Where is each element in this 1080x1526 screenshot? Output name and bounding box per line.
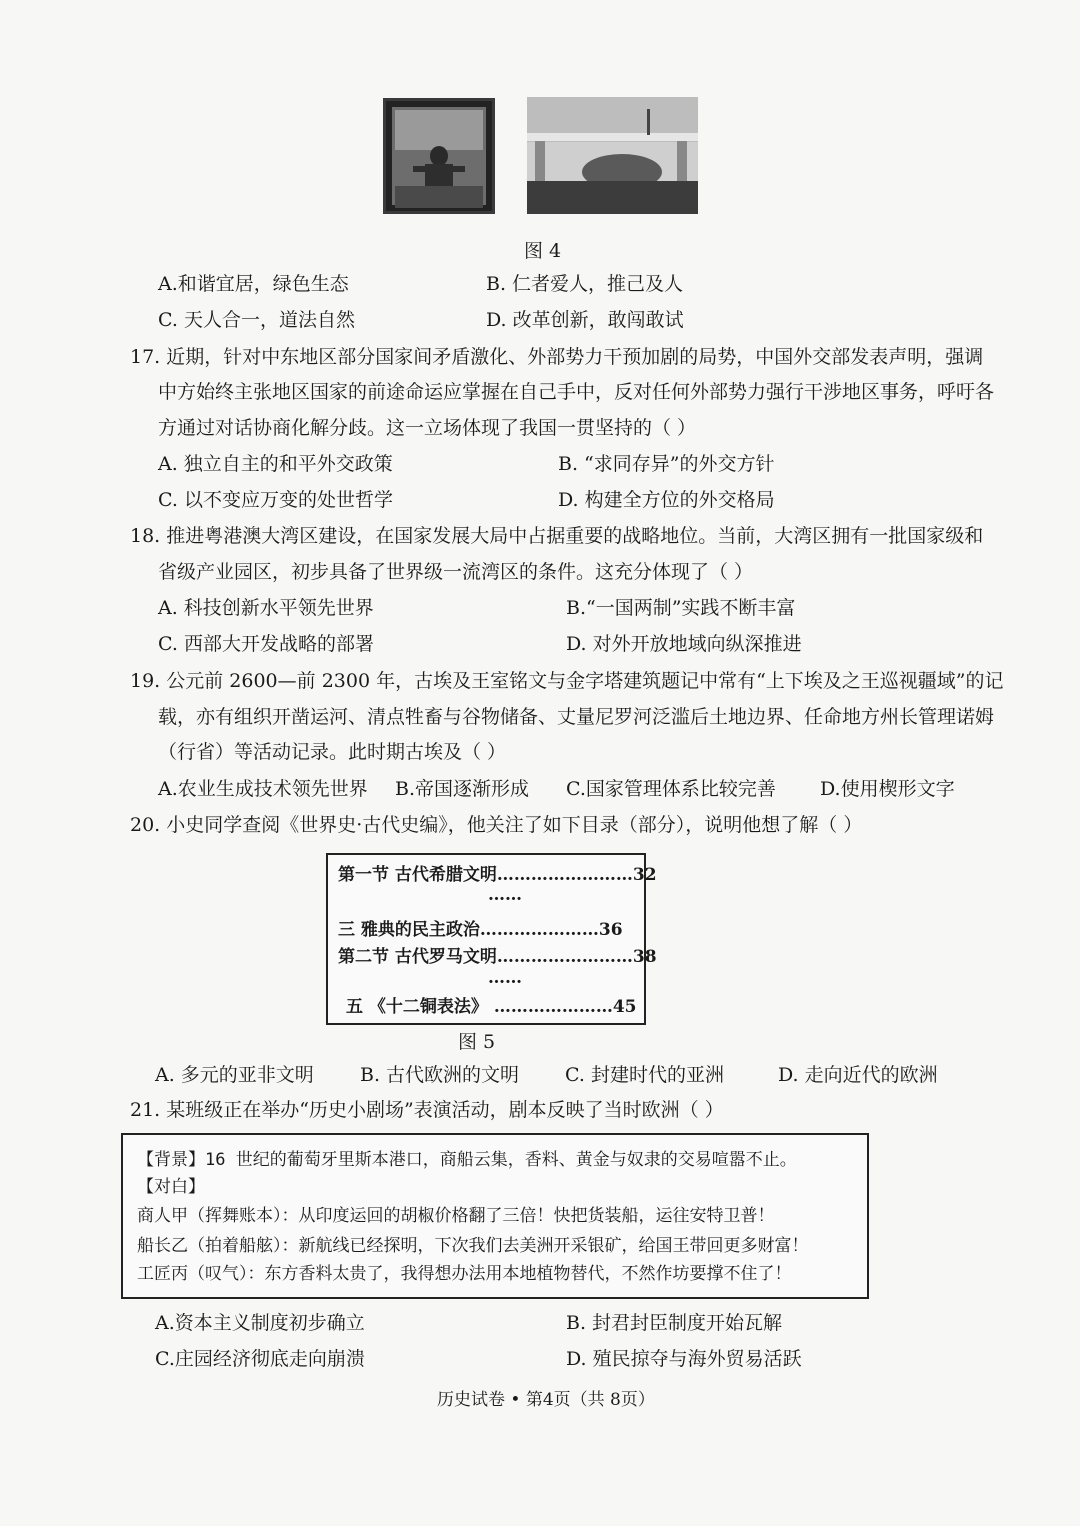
script-line-merchant: 商人甲（挥舞账本）：从印度运回的胡椒价格翻了三倍！快把货装船，运往安特卫普！: [137, 1206, 775, 1226]
q17-option-a: A. 独立自主的和平外交政策: [158, 453, 393, 475]
q16-option-d: D. 改革创新，敢闯敢试: [486, 309, 684, 331]
q21-option-b: B. 封君封臣制度开始瓦解: [566, 1312, 783, 1334]
q20-option-c: C. 封建时代的亚洲: [565, 1064, 724, 1086]
figure5-caption: 图 5: [458, 1031, 496, 1053]
q16-option-a: A.和谐宜居，绿色生态: [158, 273, 349, 295]
q19-stem-line2: 载，亦有组织开凿运河、清点牲畜与谷物储备、丈量尼罗河泛滥后土地边界、任命地方州长管理诺姆: [158, 706, 995, 728]
q21-option-c: C.庄园经济彻底走向崩溃: [155, 1348, 365, 1370]
toc-row-5: ……: [488, 968, 522, 988]
toc-row-6: 五 《十二铜表法》 …………………45: [346, 997, 637, 1017]
q19-option-a: A.农业生成技术领先世界: [158, 778, 368, 800]
q20-option-a: A. 多元的亚非文明: [155, 1064, 314, 1086]
q18-option-b: B.“一国两制”实践不断丰富: [566, 597, 796, 619]
q20-stem: 20. 小史同学查阅《世界史·古代史编》，他关注了如下目录（部分），说明他想了解（ ）: [130, 814, 863, 836]
q17-stem-line2: 中方始终主张地区国家的前途命运应掌握在自己手中，反对任何外部势力强行干涉地区事务，呼吁各: [158, 381, 995, 403]
toc-row-2: ……: [488, 885, 522, 905]
q18-option-c: C. 西部大开发战略的部署: [158, 633, 374, 655]
q18-stem-line2: 省级产业园区，初步具备了世界级一流湾区的条件。这充分体现了（ ）: [158, 561, 754, 583]
q19-stem-line1: 19. 公元前 2600—前 2300 年，古埃及王室铭文与金字塔建筑题记中常有“上下埃及之王巡视疆域”的记: [130, 670, 1004, 692]
q21-option-d: D. 殖民掠夺与海外贸易活跃: [566, 1348, 802, 1370]
toc-row-1: 第一节 古代希腊文明……………………32: [338, 865, 657, 885]
q19-stem-line3: （行省）等活动记录。此时期古埃及（ ）: [158, 741, 507, 763]
q19-option-c: C.国家管理体系比较完善: [566, 778, 776, 800]
toc-row-3: 三 雅典的民主政治…………………36: [338, 920, 623, 940]
figure4-caption: 图 4: [524, 240, 562, 262]
q17-stem-line1: 17. 近期，针对中东地区部分国家间矛盾激化、外部势力干预加剧的局势，中国外交部发表声明，强调: [130, 346, 984, 368]
script-background: 【背景】16 世纪的葡萄牙里斯本港口，商船云集，香料、黄金与奴隶的交易喧嚣不止。: [137, 1150, 797, 1170]
memorial-photo-icon: [527, 97, 698, 214]
q16-option-b: B. 仁者爱人，推己及人: [486, 273, 684, 295]
q18-stem-line1: 18. 推进粤港澳大湾区建设，在国家发展大局中占据重要的战略地位。当前，大湾区拥有一批国家级和: [130, 525, 984, 547]
q18-option-a: A. 科技创新水平领先世界: [158, 597, 374, 619]
script-line-craftsman: 工匠丙（叹气）：东方香料太贵了，我得想办法用本地植物替代，不然作坊要撑不住了！: [137, 1264, 792, 1284]
page-footer: 历史试卷 • 第4页（共 8页）: [437, 1390, 655, 1410]
q20-table-of-contents: [326, 853, 657, 1025]
toc-row-4: 第二节 古代罗马文明……………………38: [338, 947, 657, 967]
q19-option-b: B.帝国逐渐形成: [395, 778, 530, 800]
q17-stem-line3: 方通过对话协商化解分歧。这一立场体现了我国一贯坚持的（ ）: [158, 417, 697, 439]
q19-option-d: D.使用楔形文字: [820, 778, 955, 800]
q21-script-box: [121, 1133, 869, 1299]
q17-option-d: D. 构建全方位的外交格局: [558, 489, 775, 511]
q20-option-b: B. 古代欧洲的文明: [360, 1064, 520, 1086]
q20-option-d: D. 走向近代的欧洲: [778, 1064, 938, 1086]
figure4-right-photo: [527, 97, 698, 214]
q17-option-b: B. “求同存异”的外交方针: [558, 453, 775, 475]
q16-option-c: C. 天人合一，道法自然: [158, 309, 355, 331]
q21-stem: 21. 某班级正在举办“历史小剧场”表演活动，剧本反映了当时欧洲（ ）: [130, 1099, 724, 1121]
q18-option-d: D. 对外开放地域向纵深推进: [566, 633, 802, 655]
statue-photo-icon: [383, 98, 495, 214]
figure4-left-photo: [383, 98, 495, 214]
script-line-captain: 船长乙（拍着船舷）：新航线已经探明，下次我们去美洲开采银矿，给国王带回更多财富！: [137, 1236, 809, 1256]
q21-option-a: A.资本主义制度初步确立: [155, 1312, 365, 1334]
script-dialogue-heading: 【对白】: [137, 1177, 205, 1197]
q17-option-c: C. 以不变应万变的处世哲学: [158, 489, 393, 511]
